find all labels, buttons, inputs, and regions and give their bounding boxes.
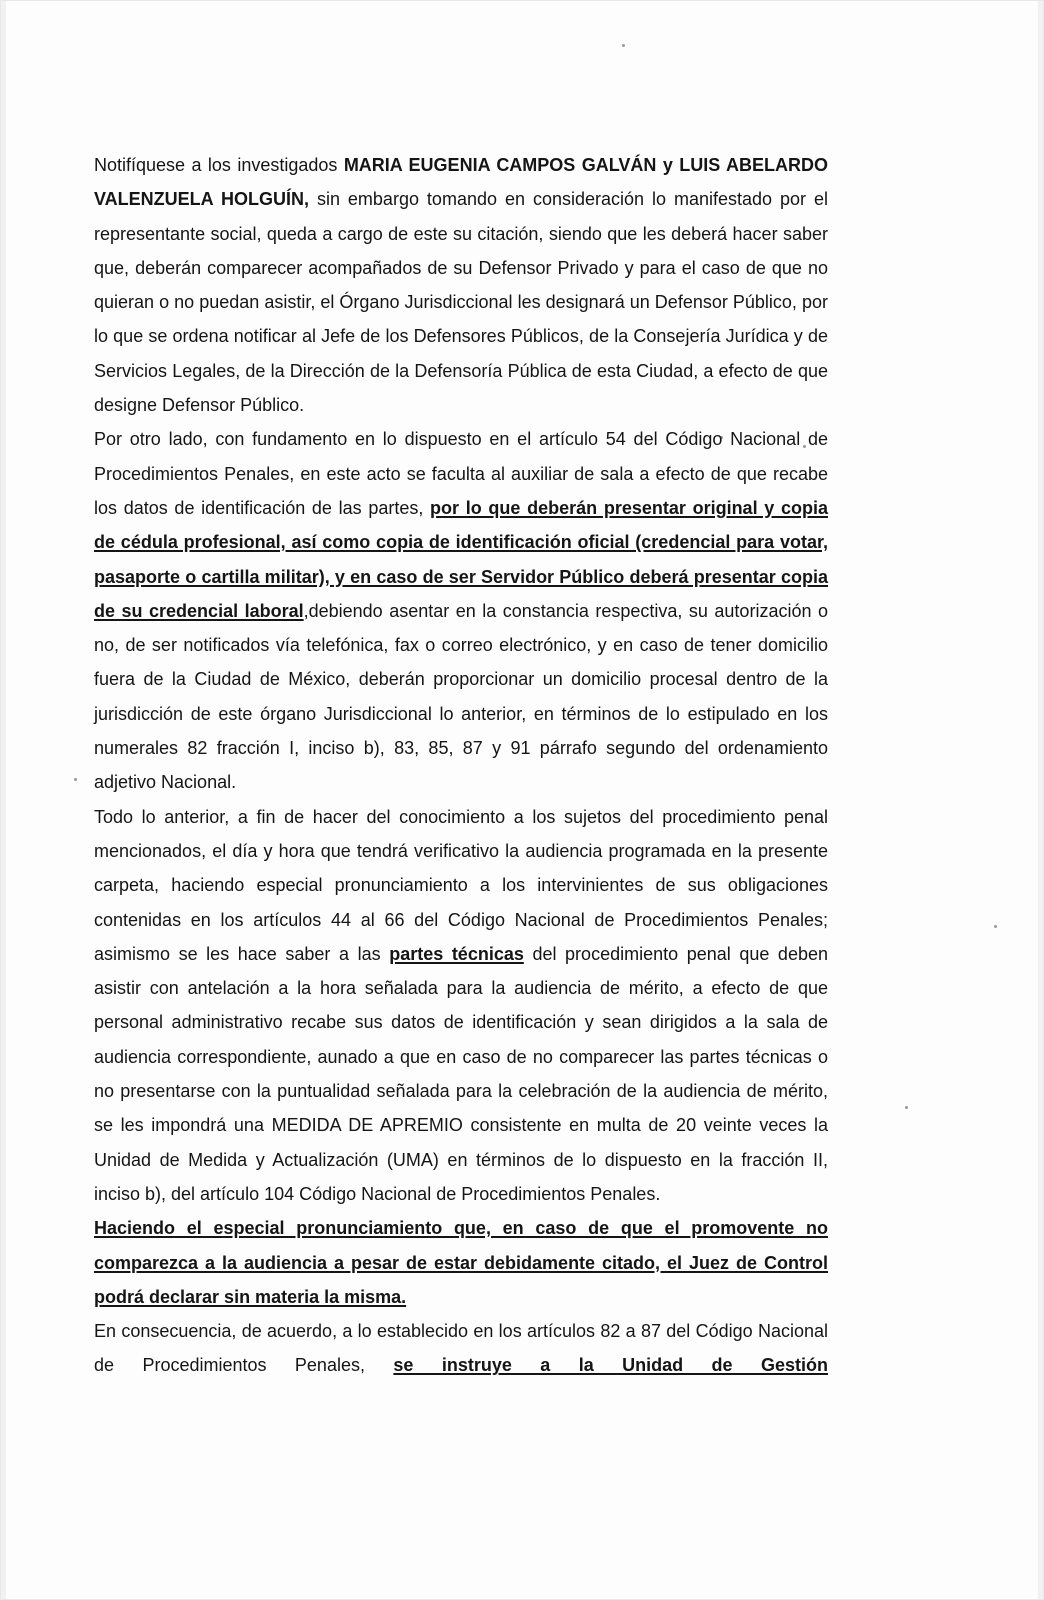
emphasized-pronouncement: Haciendo el especial pronunciamiento que, en caso de que el promovente no comparezca a la audiencia a pesar de estar debidamente citado, el Juez de Control podrá declarar sin materia la misma.: [94, 1218, 828, 1307]
emphasized-instruction: se instruye a la Unidad de Gestión: [393, 1355, 828, 1376]
text-run: sin embargo tomando en consideración lo manifestado por el representante social, queda a cargo de este su citación, siendo que les deberá hacer saber que, deberán comparecer acompañados de su Defensor Privado y para el caso de que no quieran o no puedan asistir, el Órgano Jurisdiccional les designará un Defensor Público, por lo que se ordena notificar al Jefe de los Defensores Públicos, de la Consejería Jurídica y de Servicios Legales, de la Dirección de la Defensoría Pública de esta Ciudad, a efecto de que designe Defensor Público.: [94, 189, 828, 416]
scan-speck: [622, 44, 625, 47]
scan-speck: [994, 925, 997, 928]
scan-speck: [905, 1106, 908, 1109]
text-run: Todo lo anterior, a fin de hacer del conocimiento a los sujetos del procedimiento penal mencionados, el día y hora que tendrá verificativo la audiencia programada en la presente carpeta, haciendo especial pronunciamiento a los intervinientes de sus obligaciones contenidas en los artículos 44 al 66 del Código Nacional de Procedimientos Penales; asimismo se les hace saber a las: [94, 806, 828, 964]
investigated-names: MARIA EUGENIA CAMPOS GALVÁN y LUIS ABELARDO VALENZUELA HOLGUÍN,: [94, 155, 828, 210]
text-run: ,debiendo asentar en la constancia respectiva, su autorización o no, de ser notificados vía telefónica, fax o correo electrónico, y en caso de tener domicilio fuera de la Ciudad de México, deberán proporcionar un domicilio procesal dentro de la jurisdicción de este órgano Jurisdiccional lo anterior, en términos de lo estipulado en los numerales 82 fracción I, inciso b), 83, 85, 87 y 91 párrafo segundo del ordenamiento adjetivo Nacional.: [94, 600, 828, 793]
paragraph-special-pronouncement: [94, 1211, 828, 1314]
paragraph-identification: [94, 422, 828, 799]
scan-speck: [74, 778, 77, 781]
text-run: Notifíquese a los investigados: [94, 155, 344, 175]
emphasized-requirements: por lo que deberán presentar original y copia de cédula profesional, así como copia de identificación oficial (credencial para votar, pasaporte o cartilla militar), y en caso de ser Servidor Público deberá presentar copia de su credencial laboral: [94, 497, 828, 621]
paragraph-consequence: [94, 1314, 828, 1383]
text-run: Por otro lado, con fundamento en lo dispuesto en el artículo 54 del Código Nacional de Procedimientos Penales, en este acto se faculta al auxiliar de sala a efecto de que recabe los datos de identificación de las partes,: [94, 429, 828, 518]
emphasized-technical-parties: partes técnicas: [389, 943, 524, 964]
paragraph-obligations: [94, 800, 828, 1212]
text-run: del procedimiento penal que deben asistir con antelación a la hora señalada para la audiencia de mérito, a efecto de que personal administrativo recabe sus datos de identificación y sean dirigidos a la sala de audiencia correspondiente, aunado a que en caso de no comparecer las partes técnicas o no presentarse con la puntualidad señalada para la celebración de la audiencia de mérito, se les impondrá una MEDIDA DE APREMIO consistente en multa de 20 veinte veces la Unidad de Medida y Actualización (UMA) en términos de lo dispuesto en la fracción II, inciso b), del artículo 104 Código Nacional de Procedimientos Penales.: [94, 943, 828, 1204]
paragraph-notification: [94, 148, 828, 422]
document-body: [94, 148, 828, 1383]
text-run: En consecuencia, de acuerdo, a lo establecido en los artículos 82 a 87 del Código Nacional de Procedimientos Penales,: [94, 1321, 828, 1376]
